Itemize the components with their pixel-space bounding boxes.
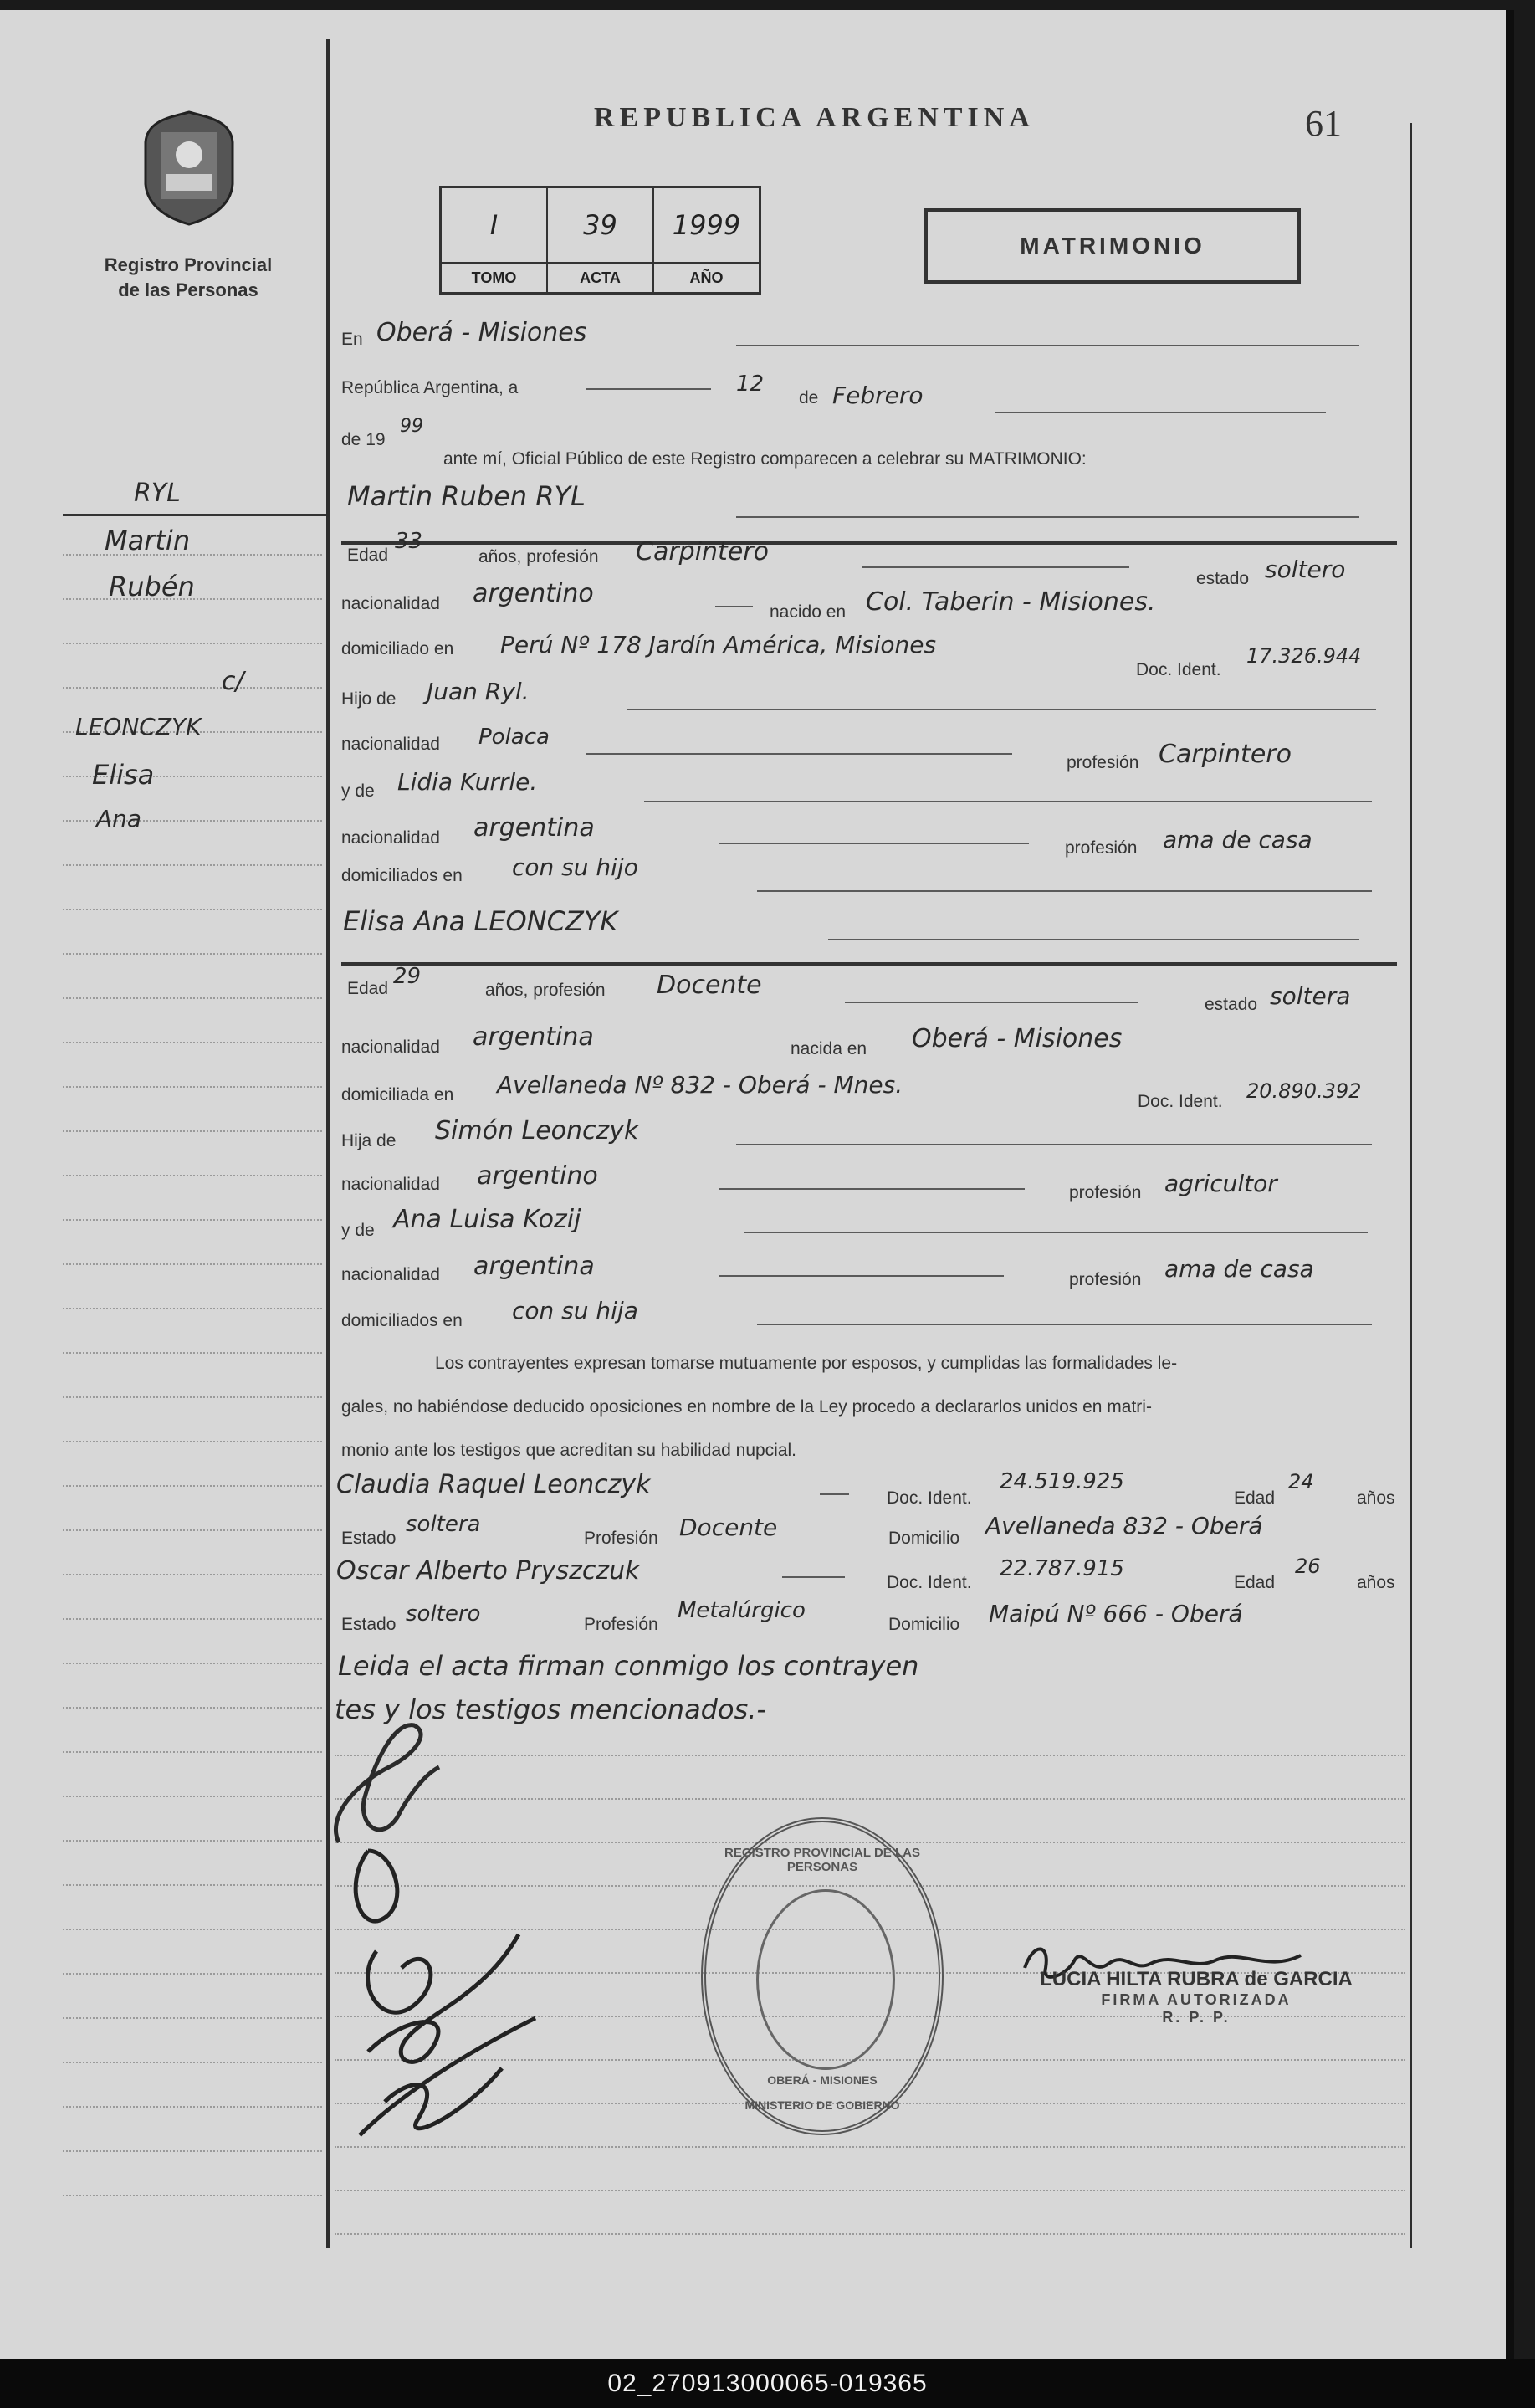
groom-nacido-label: nacido en (770, 602, 847, 622)
groom-domicilio: Perú Nº 178 Jardín América, Misiones (500, 631, 937, 658)
margin-ruled-line (63, 1973, 322, 1975)
margin-ruled-line (63, 1663, 322, 1665)
bride-father-prof-label: profesión (1069, 1183, 1142, 1202)
bride-mother-rule (744, 1232, 1368, 1233)
groom-mother-nac-label: nacionalidad (341, 828, 440, 848)
closing-line-2: tes y los testigos mencionados.- (335, 1693, 766, 1725)
bride-nacida-label: nacida en (791, 1039, 867, 1058)
groom-mother-prof-label: profesión (1065, 838, 1138, 858)
intro-year-label: de 19 (341, 430, 386, 449)
tomo-cell (442, 188, 548, 292)
margin-given-bride-1: Elisa (92, 759, 155, 791)
margin-ruled-line (63, 1707, 322, 1709)
margin-ruled-line (63, 1263, 322, 1266)
acta-cell (548, 188, 654, 292)
margin-ruled-line (63, 2150, 322, 2153)
bride-profesion: Docente (657, 971, 762, 1000)
margin-ruled-line (63, 1529, 322, 1532)
groom-father-prof-label: profesión (1067, 753, 1139, 772)
groom-edad-label: Edad (347, 546, 389, 565)
intro-month: Febrero (832, 382, 924, 409)
intro-place-rule (736, 345, 1359, 346)
intro-day-rule-1 (586, 388, 711, 390)
margin-ruled-line (63, 1308, 322, 1310)
witness-1-prof-label: Profesión (584, 1529, 658, 1548)
bride-mother: Ana Luisa Kozij (393, 1205, 581, 1234)
bride-mother-nac-label: nacionalidad (341, 1265, 440, 1284)
body-ruled-line (335, 1755, 1405, 1757)
margin-ruled-line (63, 1485, 322, 1488)
bride-father: Simón Leonczyk (435, 1116, 639, 1145)
witness-2-domicilio: Maipú Nº 666 - Oberá (989, 1600, 1243, 1627)
acta-label: ACTA (548, 262, 652, 292)
bride-father-nac: argentino (477, 1161, 598, 1191)
officer-title: FIRMA AUTORIZADA (1101, 1991, 1292, 2008)
margin-ruled-line (63, 1751, 322, 1754)
body-ruled-line (335, 2190, 1405, 2192)
tomo-value: I (489, 209, 499, 241)
country-title: REPUBLICA ARGENTINA (594, 102, 1035, 133)
witness-1-anios-label: años (1357, 1488, 1395, 1508)
tomo-label: TOMO (442, 262, 546, 292)
declaration-line-2: gales, no habiéndose deducido oposiciones en nombre de la Ley procedo a declararlos unidos en matri- (341, 1397, 1152, 1417)
bride-mother-prof: ama de casa (1164, 1255, 1314, 1283)
bride-parents-dom: con su hija (512, 1297, 638, 1324)
witness-2-name-rule (782, 1576, 845, 1578)
signature-bride (335, 1801, 552, 2152)
bride-father-prof: agricultor (1164, 1170, 1277, 1197)
groom-father-nac-rule (586, 753, 1012, 755)
witness-2-doc-label: Doc. Ident. (887, 1573, 972, 1592)
witness-2-prof-label: Profesión (584, 1615, 658, 1634)
bride-father-nac-label: nacionalidad (341, 1175, 440, 1194)
witness-2-edad-label: Edad (1234, 1573, 1276, 1592)
witness-2-profesion: Metalúrgico (678, 1598, 806, 1623)
groom-father-label: Hijo de (341, 689, 397, 709)
margin-ruled-line (63, 1929, 322, 1931)
groom-father: Juan Ryl. (427, 678, 530, 705)
margin-given-groom-1: Martin (105, 525, 191, 556)
witness-2-estado: soltero (406, 1601, 481, 1627)
margin-ruled-line (63, 2106, 322, 2108)
bride-section-rule (341, 962, 1397, 966)
tomo-acta-anio-box (439, 186, 761, 295)
intro-republica-label: República Argentina, a (341, 378, 519, 397)
margin-ruled-line (63, 1042, 322, 1044)
witness-1-doc: 24.519.925 (1000, 1469, 1124, 1494)
witness-1-estado-label: Estado (341, 1529, 397, 1548)
groom-dom-label: domiciliado en (341, 639, 454, 658)
witness-2-doc: 22.787.915 (1000, 1556, 1124, 1581)
witness-1-name: Claudia Raquel Leonczyk (336, 1470, 651, 1499)
groom-mother-rule (644, 801, 1372, 802)
officer-block (1029, 1968, 1364, 2026)
intro-month-rule (995, 412, 1326, 413)
bride-profesion-label: años, profesión (485, 981, 606, 1000)
groom-profesion-rule (862, 566, 1129, 568)
groom-mother-label: y de (341, 781, 375, 801)
intro-day: 12 (736, 371, 765, 397)
closing-line-1: Leida el acta firman conmigo los contrayen (338, 1650, 919, 1682)
anio-value: 1999 (672, 209, 741, 241)
margin-ruled-line (63, 1796, 322, 1798)
witness-1-domicilio: Avellaneda 832 - Oberá (985, 1512, 1263, 1540)
margin-ruled-line (63, 997, 322, 1000)
margin-ruled-line (63, 1086, 322, 1089)
bride-edad-label: Edad (347, 979, 389, 998)
margin-conj: c/ (222, 667, 244, 696)
margin-ruled-line (63, 1574, 322, 1576)
seal-ring-top: REGISTRO PROVINCIAL DE LAS PERSONAS (724, 1846, 920, 1874)
groom-mother-prof: ama de casa (1163, 826, 1312, 853)
groom-doc-label: Doc. Ident. (1136, 660, 1221, 679)
bride-nac-label: nacionalidad (341, 1037, 440, 1057)
bride-full-name: Elisa Ana LEONCZYK (343, 905, 618, 937)
bride-father-label: Hija de (341, 1131, 397, 1150)
groom-profesion-label: años, profesión (478, 547, 599, 566)
bride-dom-label: domiciliada en (341, 1085, 454, 1104)
witness-1-edad: 24 (1288, 1470, 1314, 1493)
witness-1-name-rule (820, 1493, 849, 1495)
bride-parents-dom-rule (757, 1324, 1372, 1325)
document-type-box: MATRIMONIO (924, 208, 1301, 284)
margin-rule-top (63, 514, 326, 516)
officer-org: R. P. P. (1162, 2009, 1231, 2026)
groom-name-rule (736, 516, 1359, 518)
bride-doc: 20.890.392 (1246, 1079, 1362, 1103)
groom-parents-dom-label: domiciliados en (341, 866, 463, 885)
margin-ruled-line (63, 953, 322, 956)
margin-ruled-line (63, 864, 322, 867)
bride-estado-label: estado (1205, 995, 1258, 1014)
page-number: 61 (1305, 103, 1342, 144)
groom-mother-nac-rule (719, 843, 1029, 844)
groom-nacido: Col. Taberin - Misiones. (866, 587, 1156, 617)
body-ruled-line (335, 2233, 1405, 2236)
witness-2-dom-label: Domicilio (888, 1615, 960, 1634)
registry-name-line2: de las Personas (118, 279, 258, 300)
bride-mother-prof-label: profesión (1069, 1270, 1142, 1289)
bride-doc-label: Doc. Ident. (1138, 1092, 1223, 1111)
witness-1-profesion: Docente (679, 1514, 778, 1541)
margin-given-bride-2: Ana (96, 805, 142, 833)
intro-place: Oberá - Misiones (376, 318, 587, 347)
bride-mother-label: y de (341, 1221, 375, 1240)
groom-section-rule (341, 541, 1397, 545)
margin-divider-left (326, 39, 330, 2248)
bride-profesion-rule (845, 1002, 1138, 1003)
declaration-line-3: monio ante los testigos que acreditan su habilidad nupcial. (341, 1441, 797, 1460)
declaration-line-1: Los contrayentes expresan tomarse mutuamente por esposos, y cumplidas las formalidades le- (435, 1354, 1178, 1373)
groom-mother: Lidia Kurrle. (397, 768, 538, 796)
seal-center-emblem (756, 1889, 895, 2070)
bride-mother-nac: argentina (473, 1252, 595, 1281)
anio-cell (654, 188, 759, 292)
margin-ruled-line (63, 1219, 322, 1222)
registry-name-line1: Registro Provincial (104, 254, 273, 275)
scan-reference: 02_270913000065-019365 (607, 2370, 928, 2397)
certificate-page (0, 10, 1514, 2359)
groom-father-nac-label: nacionalidad (341, 735, 440, 754)
groom-nac-rule (715, 606, 753, 607)
intro-year: 99 (400, 416, 423, 437)
groom-parents-dom-rule (757, 890, 1372, 892)
registry-name (92, 253, 284, 303)
margin-ruled-line (63, 1884, 322, 1887)
margin-ruled-line (63, 909, 322, 911)
bride-father-nac-rule (719, 1188, 1025, 1190)
margin-ruled-line (63, 2017, 322, 2020)
seal-center-text: OBERÁ - MISIONES (767, 2073, 878, 2087)
margin-ruled-line (63, 687, 322, 689)
margin-given-groom-2: Rubén (109, 571, 195, 602)
bride-father-rule (736, 1144, 1372, 1145)
groom-nacionalidad: argentino (473, 579, 594, 608)
margin-ruled-line (63, 2195, 322, 2197)
margin-ruled-line (63, 1840, 322, 1842)
groom-profesion: Carpintero (636, 537, 769, 566)
acta-value: 39 (583, 209, 617, 241)
groom-parents-dom: con su hijo (512, 853, 638, 881)
witness-1-edad-label: Edad (1234, 1488, 1276, 1508)
groom-full-name: Martin Ruben RYL (347, 480, 586, 512)
margin-ruled-line (63, 1175, 322, 1177)
margin-ruled-line (63, 1396, 322, 1399)
witness-1-doc-label: Doc. Ident. (887, 1488, 972, 1508)
officer-name: LUCIA HILTA RUBRA de GARCIA (1040, 1968, 1353, 1990)
bride-nacida: Oberá - Misiones (912, 1024, 1123, 1053)
witness-2-edad: 26 (1295, 1555, 1321, 1578)
witness-2-estado-label: Estado (341, 1615, 397, 1634)
witness-1-dom-label: Domicilio (888, 1529, 960, 1548)
bride-mother-nac-rule (719, 1275, 1004, 1277)
margin-ruled-line (63, 554, 322, 556)
margin-ruled-line (63, 1441, 322, 1443)
margin-ruled-line (63, 1618, 322, 1621)
margin-ruled-line (63, 643, 322, 645)
groom-estado-label: estado (1196, 569, 1250, 588)
groom-doc: 17.326.944 (1246, 644, 1362, 668)
witness-2-name: Oscar Alberto Pryszczuk (336, 1556, 640, 1586)
bride-estado: soltera (1270, 982, 1351, 1010)
bride-nacionalidad: argentina (473, 1022, 594, 1052)
groom-father-prof: Carpintero (1159, 740, 1292, 769)
margin-surname-bride: LEONCZYK (75, 713, 202, 740)
groom-mother-nac: argentina (473, 813, 595, 843)
margin-ruled-line (63, 1352, 322, 1355)
groom-estado: soltero (1265, 556, 1346, 583)
anio-label: AÑO (654, 262, 759, 292)
margin-ruled-line (63, 2062, 322, 2064)
provincial-emblem (141, 109, 238, 226)
groom-father-nac: Polaca (478, 725, 550, 750)
bride-domicilio: Avellaneda Nº 832 - Oberá - Mnes. (497, 1071, 903, 1099)
margin-surname-groom: RYL (134, 479, 181, 508)
registry-seal (701, 1817, 944, 2135)
intro-en-label: En (341, 330, 363, 349)
groom-edad: 33 (395, 529, 423, 554)
margin-ruled-line (63, 1130, 322, 1133)
seal-ring-bottom: MINISTERIO DE GOBIERNO (744, 2098, 900, 2112)
groom-nac-label: nacionalidad (341, 594, 440, 613)
witness-1-estado: soltera (406, 1512, 481, 1537)
margin-divider-right (1410, 123, 1412, 2248)
groom-father-rule (627, 709, 1376, 710)
witness-2-anios-label: años (1357, 1573, 1395, 1592)
intro-statement: ante mí, Oficial Público de este Registro comparecen a celebrar su MATRIMONIO: (443, 449, 1087, 469)
bride-name-rule (828, 939, 1359, 940)
bride-parents-dom-label: domiciliados en (341, 1311, 463, 1330)
intro-de-label: de (799, 388, 819, 407)
bride-edad: 29 (393, 964, 422, 989)
